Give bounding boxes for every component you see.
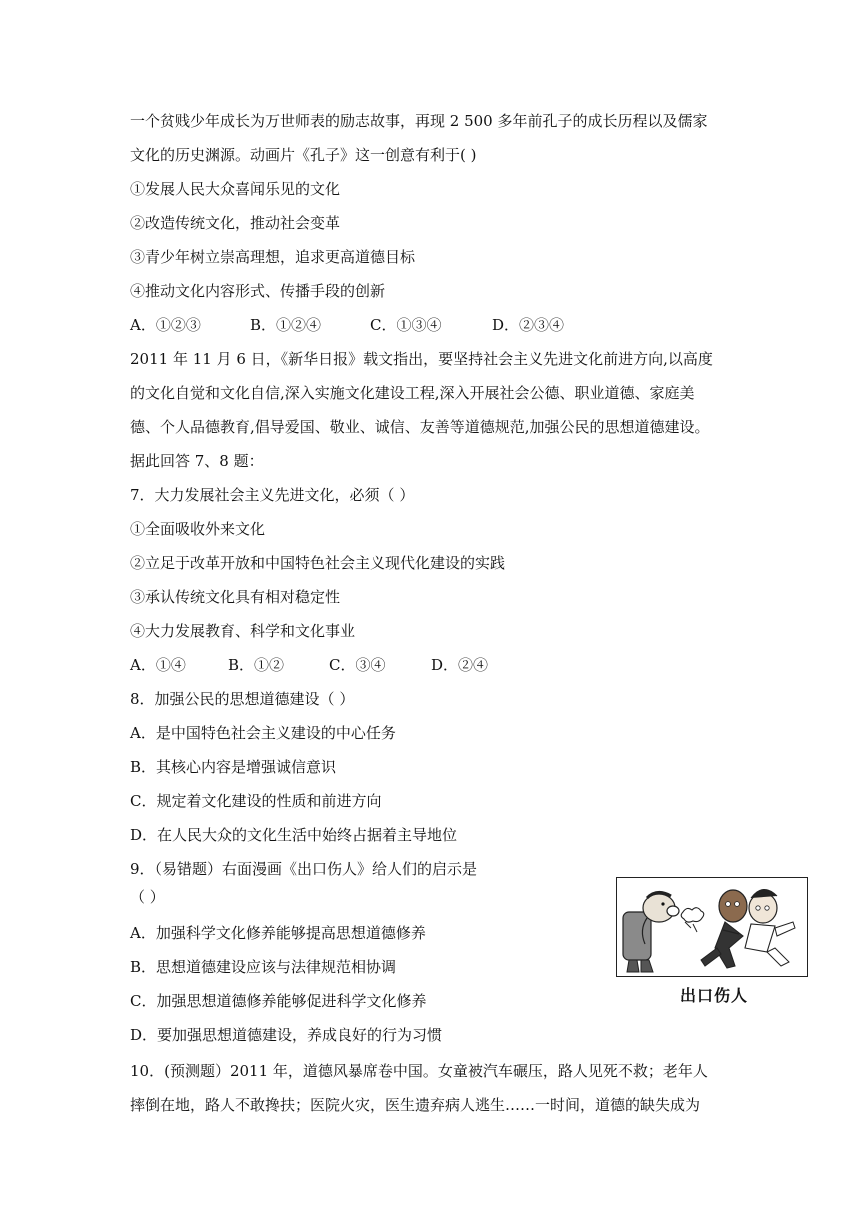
q7-item-3: ③承认传统文化具有相对稳定性 [130, 588, 341, 606]
q7-item-1: ①全面吸收外来文化 [130, 520, 266, 538]
intro-line-2: 文化的历史渊源。动画片《孔子》这一创意有利于( ) [130, 146, 477, 164]
q6-option-d: D．②③④ [492, 316, 565, 334]
q6-item-4: ④推动文化内容形式、传播手段的创新 [130, 282, 386, 300]
cartoon-illustration [616, 877, 808, 977]
cartoon-drawing [617, 878, 806, 975]
intro-line-1: 一个贫贱少年成长为万世师表的励志故事，再现 2 500 多年前孔子的成长历程以及儒家 [130, 112, 708, 130]
passage-line-2: 的文化自觉和文化自信,深入实施文化建设工程,深入开展社会公德、职业道德、家庭美 [130, 384, 695, 402]
running-couple [701, 889, 795, 968]
q7-option-c: C．③④ [329, 656, 386, 674]
passage-line-4: 据此回答 7、8 题： [130, 452, 264, 470]
q8-option-b: B．其核心内容是增强诚信意识 [130, 758, 337, 776]
q10-line-1: 10．(预测题）2011 年，道德风暴席卷中国。女童被汽车碾压，路人见死不救；老年人 [130, 1062, 708, 1080]
q9-option-b: B．思想道德建设应该与法律规范相协调 [130, 958, 397, 976]
q7-item-2: ②立足于改革开放和中国特色社会主义现代化建设的实践 [130, 554, 506, 572]
q7-option-a: A．①④ [130, 656, 186, 674]
q9-option-c: C．加强思想道德修养能够促进科学文化修养 [130, 992, 427, 1010]
q7-options [130, 655, 488, 675]
q7-option-d: D．②④ [431, 656, 489, 674]
cartoon-caption: 出口伤人 [680, 986, 749, 1005]
q7-item-4: ④大力发展教育、科学和文化事业 [130, 622, 356, 640]
q6-options [130, 315, 564, 335]
q9-option-d: D．要加强思想道德建设，养成良好的行为习惯 [130, 1026, 443, 1044]
q9-option-a: A．加强科学文化修养能够提高思想道德修养 [130, 924, 426, 942]
q8-option-a: A．是中国特色社会主义建设的中心任务 [130, 724, 396, 742]
q6-item-2: ②改造传统文化，推动社会变革 [130, 214, 341, 232]
speaker-figure [623, 892, 679, 972]
q7-stem: 7．大力发展社会主义先进文化，必须（ ） [130, 486, 415, 504]
q6-option-c: C．①③④ [370, 316, 442, 334]
q7-option-b: B．①② [228, 656, 285, 674]
q6-option-a: A．①②③ [130, 316, 201, 334]
q6-item-3: ③青少年树立崇高理想，追求更高道德目标 [130, 248, 416, 266]
q10-line-2: 摔倒在地，路人不敢搀扶；医院火灾，医生遗弃病人逃生……一时间，道德的缺失成为 [130, 1096, 701, 1114]
q6-option-b: B．①②④ [250, 316, 322, 334]
q8-option-c: C．规定着文化建设的性质和前进方向 [130, 792, 382, 810]
q9-answer-paren: （ ） [130, 888, 165, 906]
breath-puff [681, 908, 704, 932]
q8-stem: 8．加强公民的思想道德建设（ ） [130, 690, 355, 708]
passage-line-3: 德、个人品德教育,倡导爱国、敬业、诚信、友善等道德规范,加强公民的思想道德建设。 [130, 418, 710, 436]
q8-option-d: D．在人民大众的文化生活中始终占据着主导地位 [130, 826, 458, 844]
q9-stem: 9．（易错题）右面漫画《出口伤人》给人们的启示是 [130, 860, 478, 878]
q6-item-1: ①发展人民大众喜闻乐见的文化 [130, 180, 341, 198]
passage-line-1: 2011 年 11 月 6 日，《新华日报》载文指出，要坚持社会主义先进文化前进方向,以高度 [130, 350, 713, 368]
